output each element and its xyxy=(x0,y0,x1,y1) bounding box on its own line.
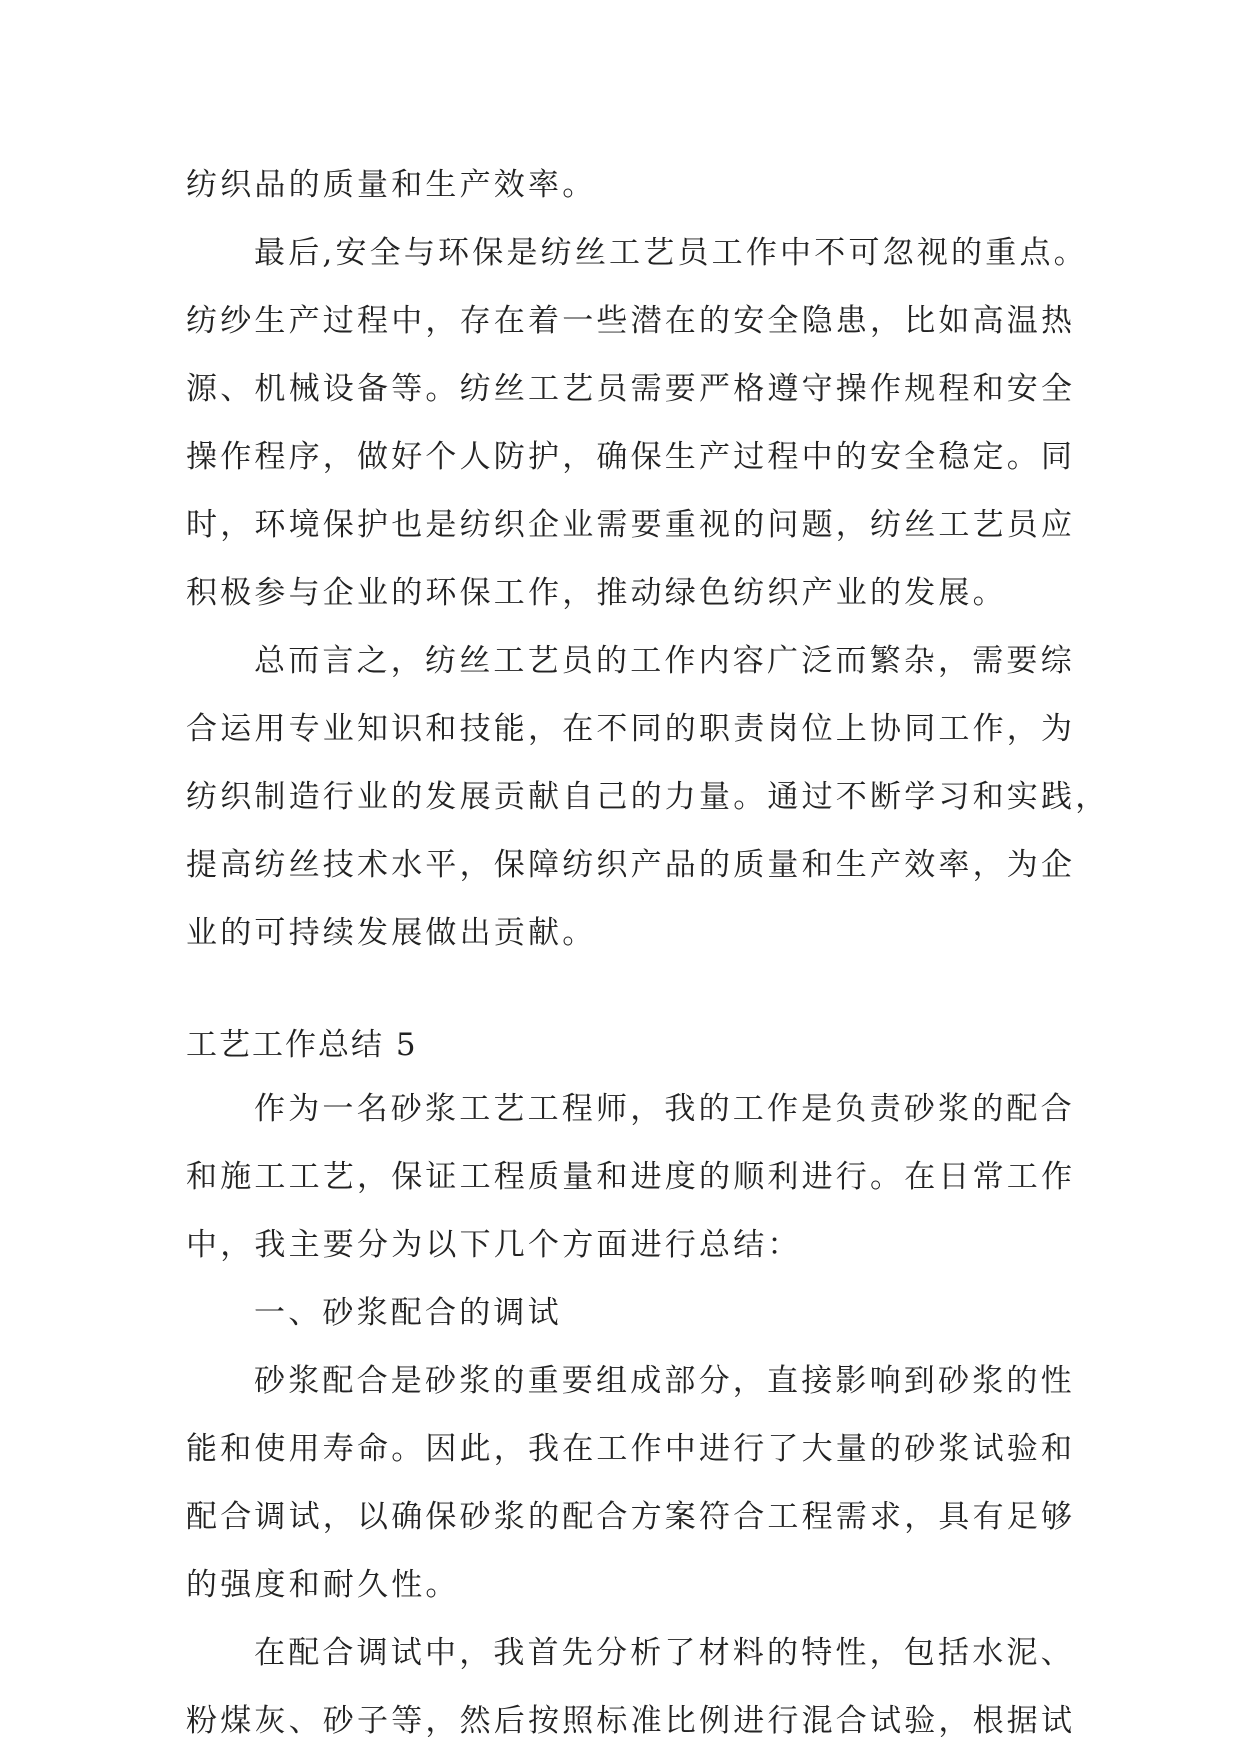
paragraph-line: 时，环境保护也是纺织企业需要重视的问题，纺丝工艺员应 xyxy=(186,507,1076,543)
section-heading: 工艺工作总结 5 xyxy=(186,1027,418,1063)
paragraph-first-line: 在配合调试中，我首先分析了材料的特性，包括水泥、 xyxy=(254,1635,1075,1671)
paragraph-first-line: 砂浆配合是砂浆的重要组成部分，直接影响到砂浆的性 xyxy=(254,1363,1075,1399)
paragraph-line: 纺纱生产过程中，存在着一些潜在的安全隐患，比如高温热 xyxy=(186,303,1076,339)
paragraph-line: 配合调试，以确保砂浆的配合方案符合工程需求，具有足够 xyxy=(186,1499,1076,1535)
paragraph-line: 业的可持续发展做出贡献。 xyxy=(186,915,597,951)
paragraph-line: 操作程序，做好个人防护，确保生产过程中的安全稳定。同 xyxy=(186,439,1076,475)
paragraph-line: 纺织品的质量和生产效率。 xyxy=(186,167,597,203)
paragraph-line: 和施工工艺，保证工程质量和进度的顺利进行。在日常工作 xyxy=(186,1159,1076,1195)
paragraph-line: 纺织制造行业的发展贡献自己的力量。通过不断学习和实践， xyxy=(186,779,1110,815)
paragraph-first-line: 总而言之，纺丝工艺员的工作内容广泛而繁杂，需要综 xyxy=(254,643,1075,679)
paragraph-line: 中，我主要分为以下几个方面进行总结： xyxy=(186,1227,802,1263)
paragraph-line: 粉煤灰、砂子等，然后按照标准比例进行混合试验，根据试 xyxy=(186,1703,1076,1739)
paragraph-line: 积极参与企业的环保工作，推动绿色纺织产业的发展。 xyxy=(186,575,1007,611)
paragraph-line: 提高纺丝技术水平，保障纺织产品的质量和生产效率，为企 xyxy=(186,847,1076,883)
subsection-heading: 一、砂浆配合的调试 xyxy=(254,1295,562,1331)
paragraph-line: 源、机械设备等。纺丝工艺员需要严格遵守操作规程和安全 xyxy=(186,371,1076,407)
paragraph-line: 的强度和耐久性。 xyxy=(186,1567,460,1603)
paragraph-first-line: 最后,安全与环保是纺丝工艺员工作中不可忽视的重点。 xyxy=(254,235,1088,271)
paragraph-line: 合运用专业知识和技能，在不同的职责岗位上协同工作，为 xyxy=(186,711,1076,747)
paragraph-line: 能和使用寿命。因此，我在工作中进行了大量的砂浆试验和 xyxy=(186,1431,1076,1467)
paragraph-first-line: 作为一名砂浆工艺工程师，我的工作是负责砂浆的配合 xyxy=(254,1091,1075,1127)
